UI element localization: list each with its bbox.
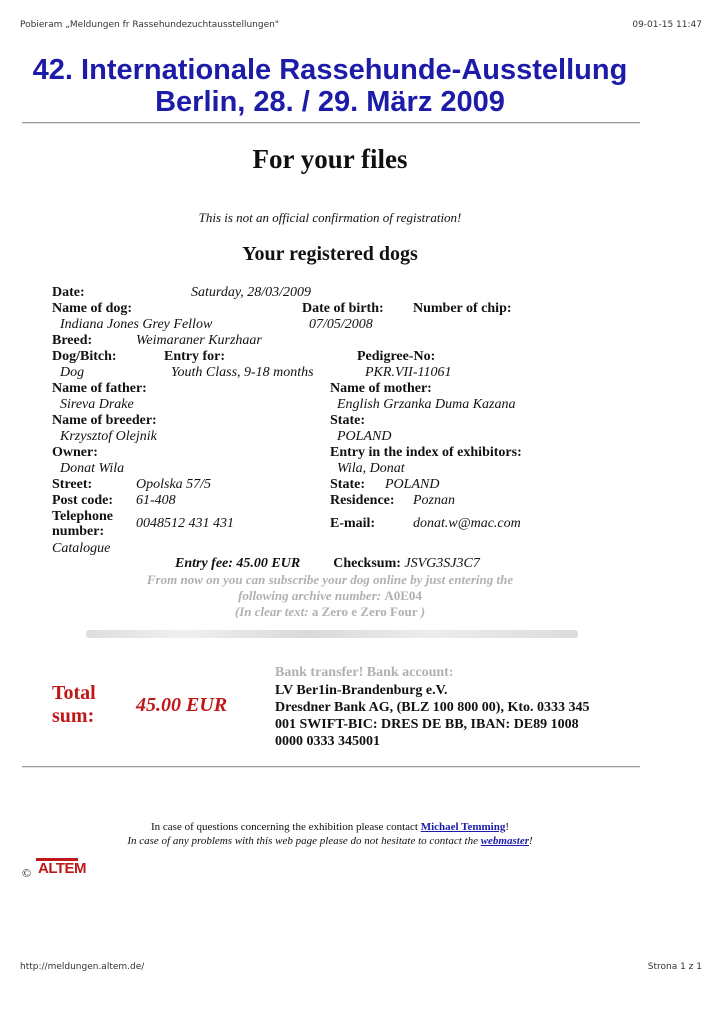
dog-name-label: Name of dog:: [52, 301, 133, 316]
breeder-label: Name of breeder:: [52, 413, 157, 428]
print-footer-url: http://meldungen.altem.de/: [20, 962, 145, 972]
logo-text: ALTEM: [38, 860, 87, 877]
sex-value: Dog: [60, 365, 85, 380]
michael-temming-link[interactable]: Michael Temming: [420, 821, 506, 833]
total-sum-amount: 45.00 EUR: [136, 694, 228, 716]
print-header-title: Pobieram „Meldungen fr Rassehundezuchtausstellungen": [20, 20, 279, 30]
street-value: Opolska 57/5: [136, 477, 212, 492]
residence-label: Residence:: [330, 493, 395, 508]
owner-state-value: POLAND: [385, 477, 440, 492]
birth-date-label: Date of birth:: [302, 301, 384, 316]
page-title-line2: Berlin, 28. / 29. März 2009: [155, 86, 505, 118]
total-label-line1: Total: [52, 682, 96, 704]
checksum-label: Checksum:: [333, 556, 401, 571]
archive-note-line3: [0, 604, 660, 620]
street-label: Street:: [52, 477, 93, 492]
breeder-value: Krzysztof Olejnik: [60, 429, 157, 444]
chip-number-label: Number of chip:: [413, 301, 512, 316]
father-value: Sireva Drake: [60, 397, 134, 412]
state-label: State:: [330, 413, 365, 428]
telephone-value: 0048512 431 431: [136, 516, 234, 531]
webmaster-text: In case of any problems with this web page please do not hesitate to contact the: [127, 835, 478, 847]
blurred-text-bar: [86, 630, 578, 638]
bank-heading: Bank transfer! Bank account:: [275, 665, 454, 680]
breed-value: Weimaraner Kurzhaar: [136, 333, 262, 348]
mother-value: English Grzanka Duma Kazana: [337, 397, 516, 412]
telephone-label-line2: number:: [52, 524, 105, 539]
contact-suffix: !: [505, 821, 510, 833]
webmaster-link[interactable]: webmaster: [480, 835, 529, 847]
mother-label: Name of mother:: [330, 381, 432, 396]
breed-label: Breed:: [52, 333, 93, 348]
exhibitor-index-value: Wila, Donat: [337, 461, 405, 476]
post-code-label: Post code:: [52, 493, 114, 508]
telephone-label-line1: Telephone: [52, 509, 113, 524]
clear-text-value: a Zero e Zero Four: [311, 604, 418, 619]
archive-note-line1: From now on you can subscribe your dog online by just entering the: [146, 572, 514, 587]
owner-label: Owner:: [52, 445, 98, 460]
dog-name-value: Indiana Jones Grey Fellow: [60, 317, 213, 332]
page-title-line1: 42. Internationale Rassehunde-Ausstellung: [32, 54, 628, 86]
entry-class-value: Youth Class, 9-18 months: [171, 365, 314, 380]
owner-value: Donat Wila: [60, 461, 125, 476]
contact-text: In case of questions concerning the exhibition please contact: [150, 821, 418, 833]
clear-text-prefix: (In clear text:: [234, 604, 309, 619]
fee-line: [175, 556, 480, 572]
total-sum-label: [52, 682, 96, 728]
pedigree-label: Pedigree-No:: [357, 349, 436, 364]
total-label-line2: sum:: [52, 705, 95, 727]
checksum-value: JSVG3SJ3C7: [404, 556, 480, 571]
entry-class-label: Entry for:: [164, 349, 226, 364]
webmaster-suffix: !: [528, 835, 533, 847]
owner-state-label: State:: [330, 477, 365, 492]
date-value: Saturday, 28/03/2009: [191, 285, 312, 300]
residence-value: Poznan: [413, 493, 455, 508]
bank-account-details: [275, 682, 615, 750]
altem-logo[interactable]: [36, 858, 87, 878]
email-value: donat.w@mac.com: [413, 516, 521, 531]
archive-note-line2: [0, 588, 660, 604]
post-code-value: 61-408: [136, 493, 176, 508]
print-footer-page: Strona 1 z 1: [647, 962, 702, 972]
print-header-timestamp: 09-01-15 11:47: [632, 20, 702, 30]
registered-dogs-heading: Your registered dogs: [242, 243, 418, 265]
copyright-symbol: ©: [22, 866, 32, 880]
archive-number-label: following archive number:: [238, 588, 382, 603]
state-value: POLAND: [337, 429, 392, 444]
entry-fee-text: Entry fee: 45.00 EUR: [175, 556, 301, 571]
bank-line-2: Dresdner Bank AG, (BLZ 100 800 00), Kto. 0333 345: [275, 700, 590, 715]
archive-number: A0E04: [384, 588, 422, 603]
bank-line-3: 001 SWIFT-BIC: DRES DE BB, IBAN: DE89 1008: [275, 717, 579, 732]
exhibitor-index-label: Entry in the index of exhibitors:: [330, 445, 522, 460]
bank-line-4: 0000 0333 345001: [275, 734, 380, 749]
webmaster-line: [0, 835, 660, 847]
email-label: E-mail:: [330, 516, 376, 531]
files-heading: For your files: [252, 144, 408, 174]
bottom-divider: [22, 766, 640, 768]
telephone-label: [52, 509, 113, 539]
catalogue-value: Catalogue: [52, 541, 111, 556]
bank-line-1: LV Ber1in-Brandenburg e.V.: [275, 683, 448, 698]
date-label: Date:: [52, 285, 85, 300]
clear-text-suffix: ): [420, 604, 426, 619]
notice-text: This is not an official confirmation of registration!: [198, 210, 462, 225]
father-label: Name of father:: [52, 381, 147, 396]
pedigree-value: PKR.VII-11061: [365, 365, 452, 380]
birth-date-value: 07/05/2008: [309, 317, 373, 332]
sex-label: Dog/Bitch:: [52, 349, 117, 364]
contact-line: [0, 821, 660, 833]
top-divider: [22, 122, 640, 124]
